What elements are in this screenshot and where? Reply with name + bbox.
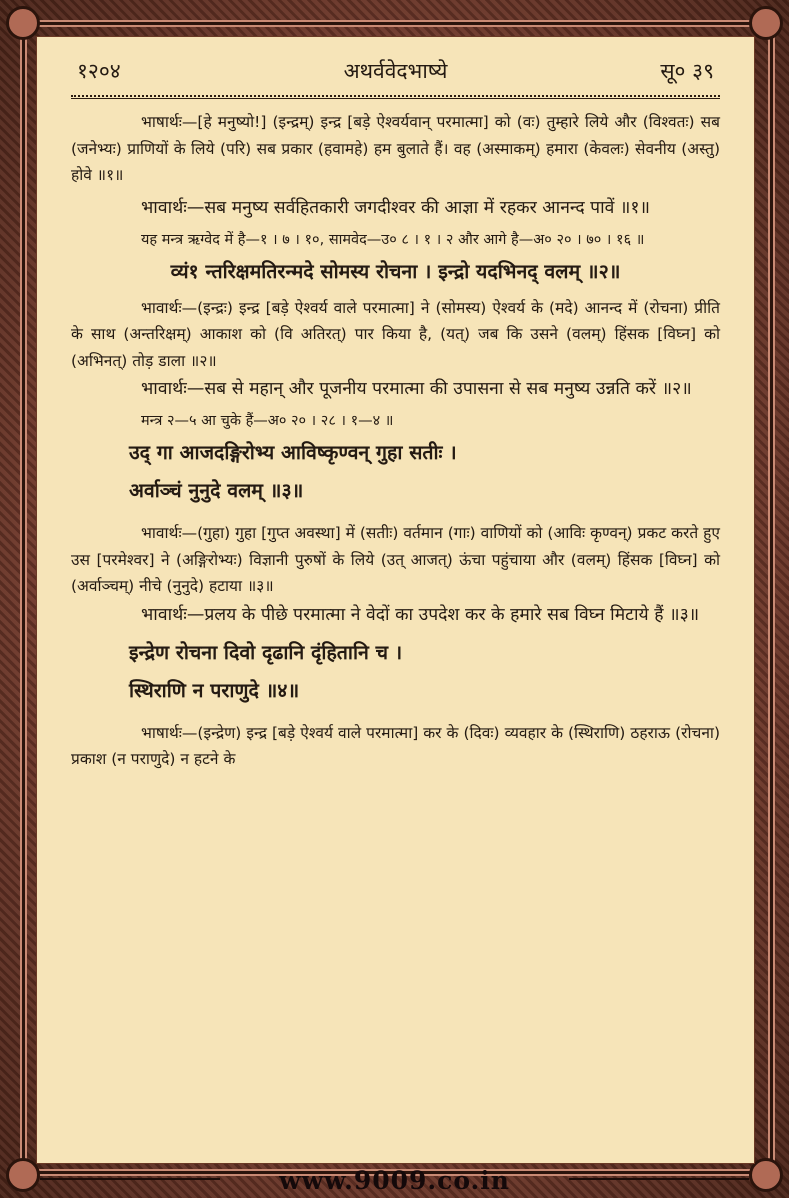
page-number: १२०४ [77,59,121,83]
mantra-verse: अर्वाञ्चं नुनुदे वलम् ॥३॥ [129,479,304,502]
spacer [71,630,720,638]
commentary-paragraph: भाषार्थः—[हे मनुष्यो!] (इन्द्रम्) इन्द्र [बड़े ऐश्वर्यवान् परमात्मा] को (वः) तुम्हारे लिये और (विश्वतः) सब (जनेभ्यः) प्राणियों के लिये (परि) सब प्रकार (हवामहे) हम बुलाते हैं। वह (अस्माकम्) हमारा (केवलः) सेवनीय (अस्तु) होवे ॥१॥ [71,113,720,184]
commentary-paragraph: भाषार्थः—(इन्द्रेण) इन्द्र [बड़े ऐश्वर्य वाले परमात्मा] कर के (दिवः) व्यवहार के (स्थिराणि) ठहराऊ (रोचना) प्रकाश (न पराणुदे) न हटने के [71,723,720,768]
spacer [71,287,720,295]
mantra-verse: इन्द्रेण रोचना दिवो दृढानि दृंहितानि च । [129,640,403,664]
commentary-paragraph: भावार्थः—सब मनुष्य सर्वहितकारी जगदीश्वर की आज्ञा में रहकर आनन्द पावें ॥१॥ [141,197,650,218]
spacer [71,506,720,520]
mantra-verse: उद् गा आजदङ्गिरोभ्य आविष्कृण्वन् गुहा सतीः । [129,441,457,464]
scanned-page [36,36,755,1164]
commentary-paragraph: यह मन्त्र ऋग्वेद में है—१ । ७ । १०, सामवेद—उ० ८ । १ । २ और आगे है—अ० २० । ७० । १६ ॥ [141,231,645,248]
header-rule [71,95,720,97]
spacer [71,706,720,720]
corner-ornament-icon [749,6,783,40]
mantra-verse: व्यं१ न्तरिक्षमतिरन्मदे सोमस्य रोचना । इन्द्रो यदभिनद् वलम् ॥२॥ [170,259,621,283]
commentary-paragraph: मन्त्र २—५ आ चुके हैं—अ० २० । २८ । १—४ ॥ [141,413,394,429]
header-rule [71,98,720,99]
site-watermark: www.9009.co.in [279,1166,510,1195]
corner-ornament-icon [6,6,40,40]
commentary-paragraph: भावार्थः—(इन्द्रः) इन्द्र [बड़े ऐश्वर्य वाले परमात्मा] ने (सोमस्य) ऐश्वर्य के (मदे) आनन्द में (रोचना) प्रीति के साथ (अन्तरिक्षम्) आकाश को (वि अतिरत्) पार किया है, (यत्) जब कि उसने (वलम्) हिंसक [विघ्न] को (अभिनत्) तोड़ डाला ॥२॥ [71,298,720,370]
page-header [77,57,714,89]
commentary-paragraph: भावार्थः—प्रलय के पीछे परमात्मा ने वेदों का उपदेश कर के हमारे सब विघ्न मिटाये हैं ॥३॥ [141,604,700,625]
commentary-paragraph: भावार्थः—सब से महान् और पूजनीय परमात्मा की उपासना से सब मनुष्य उन्नति करें ॥२॥ [141,379,692,399]
sukta-number: सू० ३९ [660,59,714,83]
page-body [71,109,720,1157]
spacer [71,468,720,476]
commentary-paragraph: भावार्थः—(गुहा) गुहा [गुप्त अवस्था] में (सतीः) वर्तमान (गाः) वाणियों को (आविः कृण्वन्) प्रकट करते हुए उस [परमेश्वर] ने (अङ्गिरोभ्यः) विज्ञानी पुरुषों के लिये (उत् आजत्) ऊंचा पहुंचाया और (वलम्) हिंसक [विघ्न] को (अर्वाञ्चम्) नीचे (नुनुदे) हटाया ॥३॥ [71,524,720,595]
mantra-verse: स्थिराणि न पराणुदे ॥४॥ [129,678,300,702]
spacer [71,668,720,676]
book-title: अथर्ववेदभाष्ये [343,59,448,83]
